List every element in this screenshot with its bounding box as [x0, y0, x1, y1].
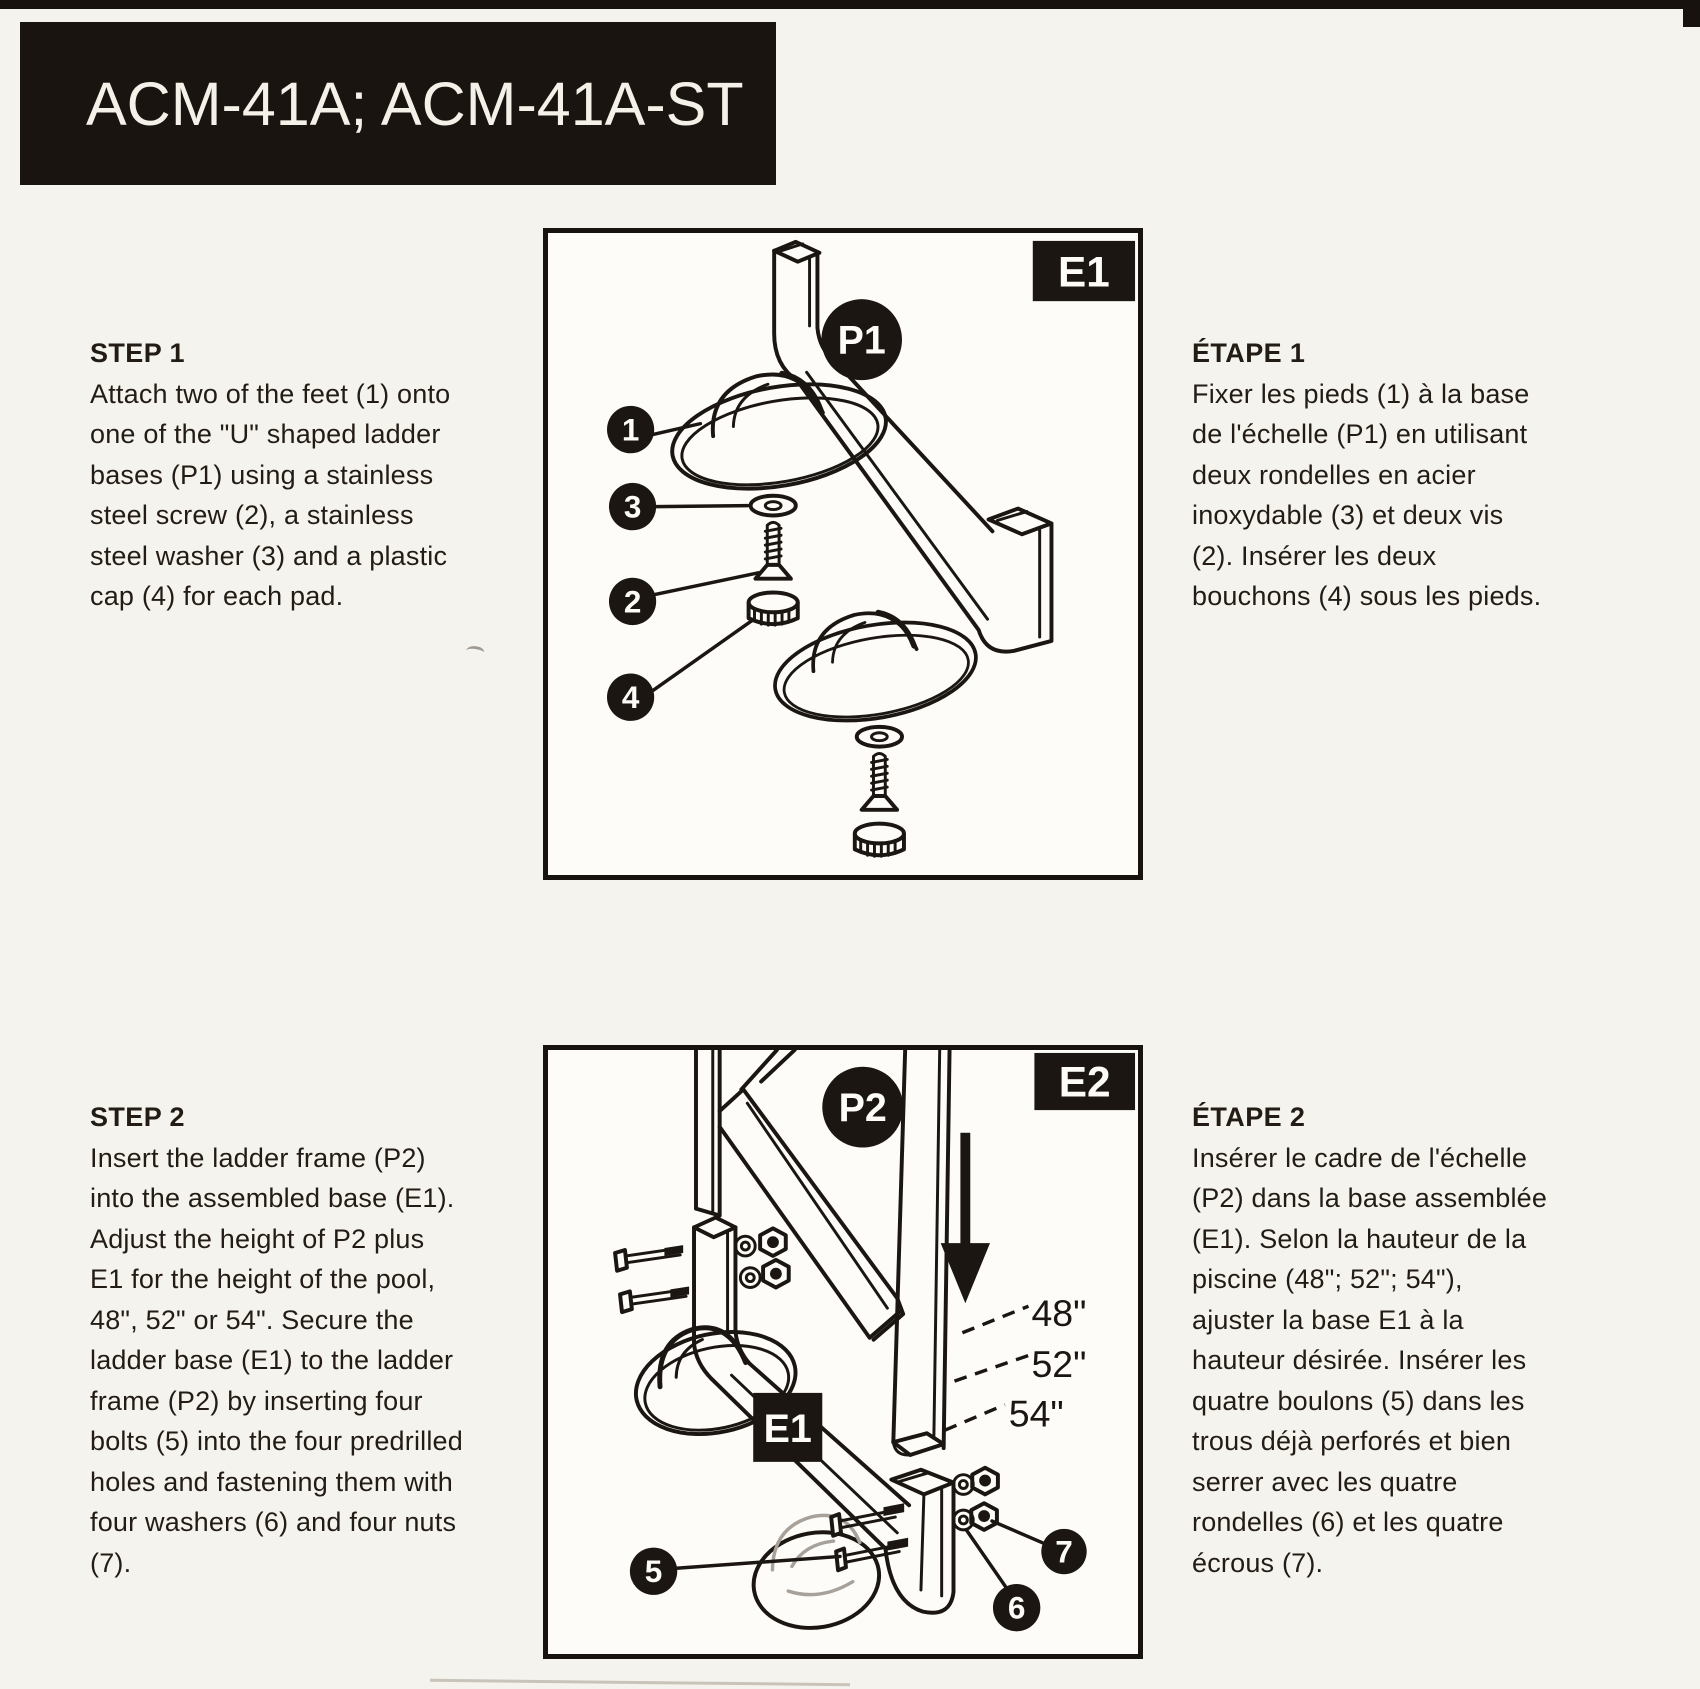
step2-line: (7).: [90, 1547, 132, 1578]
callout-3-badge: [609, 483, 656, 530]
etape2-text-block: [1192, 1097, 1652, 1583]
callout-4-badge: [607, 674, 654, 721]
callout-6-badge: [993, 1584, 1040, 1631]
etape1-text-block: [1192, 333, 1652, 617]
diagram-e2-frame: [543, 1045, 1143, 1659]
svg-text:5: 5: [644, 1553, 663, 1590]
step2-line: frame (P2) by inserting four: [90, 1385, 423, 1416]
etape2-line: (P2) dans la base assemblée: [1192, 1183, 1548, 1213]
step1-line: cap (4) for each pad.: [90, 581, 344, 611]
step2-line: Insert the ladder frame (P2): [90, 1142, 426, 1173]
step2-heading: STEP 2: [90, 1102, 185, 1132]
step1-text-block: [90, 333, 530, 617]
scan-squiggle-artifact: [465, 644, 485, 659]
ladder-base-illustration: [694, 1218, 953, 1613]
p1-part-badge: [821, 299, 902, 380]
e1-inner-tag: [753, 1393, 822, 1462]
scan-edge-artifact: [0, 0, 1700, 9]
washer-nut-illustration: [735, 1228, 788, 1287]
scan-corner-artifact: [1683, 6, 1700, 27]
etape2-line: rondelles (6) et les quatre: [1192, 1507, 1504, 1537]
etape2-line: piscine (48"; 52"; 54"),: [1192, 1264, 1463, 1294]
scan-smudge-artifact: [430, 1679, 850, 1686]
page-title: ACM-41A; ACM-41A-ST: [86, 69, 744, 138]
step2-line: holes and fastening them with: [90, 1466, 454, 1497]
step1-line: steel screw (2), a stainless: [90, 500, 414, 530]
step2-line: four washers (6) and four nuts: [90, 1507, 457, 1537]
diagram-e2-illustration: [548, 1050, 1138, 1654]
callout-leader-lines: [653, 424, 758, 691]
step2-line: 48", 52" or 54". Secure the: [90, 1304, 414, 1335]
etape1-line: deux rondelles en acier: [1192, 459, 1476, 490]
p2-part-badge: [822, 1067, 903, 1148]
height-label-52: 52": [1031, 1343, 1087, 1386]
etape2-line: quatre boulons (5) dans les: [1192, 1385, 1525, 1416]
etape1-line: Fixer les pieds (1) à la base: [1192, 378, 1530, 409]
step1-heading: STEP 1: [90, 338, 185, 368]
height-label-48: 48": [1031, 1291, 1087, 1334]
callout-1-badge: [607, 406, 654, 453]
svg-text:P2: P2: [838, 1085, 887, 1130]
etape1-line: inoxydable (3) et deux vis: [1192, 500, 1504, 530]
etape2-line: Insérer le cadre de l'échelle: [1192, 1142, 1528, 1173]
etape2-line: ajuster la base E1 à la: [1192, 1304, 1464, 1335]
etape1-line: de l'échelle (P1) en utilisant: [1192, 419, 1528, 449]
callout-2-badge: [609, 578, 656, 625]
step2-text-block: [90, 1097, 540, 1583]
washer-screw-cap-illustration: [855, 727, 904, 856]
washer-screw-cap-illustration: [749, 496, 798, 625]
etape2-line: écrous (7).: [1192, 1547, 1324, 1578]
etape1-heading: ÉTAPE 1: [1192, 338, 1306, 368]
etape1-line: (2). Insérer les deux: [1192, 540, 1437, 571]
etape2-line: trous déjà perforés et bien: [1192, 1426, 1512, 1456]
callout-5-badge: [630, 1548, 677, 1595]
bolt-illustration: [615, 1245, 689, 1312]
height-label-54: 54": [1008, 1392, 1064, 1435]
diagram-e1-frame: [543, 228, 1143, 880]
svg-text:E1: E1: [1058, 248, 1110, 296]
etape2-line: (E1). Selon la hauteur de la: [1192, 1223, 1527, 1254]
step1-line: one of the "U" shaped ladder: [90, 419, 441, 449]
u-base-tube-illustration: [774, 242, 1051, 652]
e1-corner-tag: [1033, 241, 1135, 301]
step2-line: into the assembled base (E1).: [90, 1183, 455, 1213]
svg-text:E2: E2: [1058, 1058, 1111, 1106]
svg-text:6: 6: [1007, 1589, 1026, 1626]
svg-text:4: 4: [621, 679, 640, 716]
step1-line: bases (P1) using a stainless: [90, 459, 434, 490]
svg-text:2: 2: [623, 583, 642, 620]
step2-line: E1 for the height of the pool,: [90, 1264, 436, 1294]
etape2-heading: ÉTAPE 2: [1192, 1102, 1306, 1132]
step1-line: steel washer (3) and a plastic: [90, 540, 448, 571]
e2-corner-tag: [1034, 1053, 1135, 1110]
title-bar: [20, 22, 776, 185]
svg-text:P1: P1: [837, 318, 886, 363]
step2-line: Adjust the height of P2 plus: [90, 1223, 425, 1254]
svg-text:1: 1: [621, 411, 640, 448]
etape2-line: hauteur désirée. Insérer les: [1192, 1345, 1527, 1375]
svg-text:3: 3: [623, 488, 642, 525]
svg-text:7: 7: [1055, 1533, 1073, 1570]
etape2-line: serrer avec les quatre: [1192, 1466, 1458, 1497]
callout-7-badge: [1041, 1529, 1086, 1574]
step2-line: ladder base (E1) to the ladder: [90, 1345, 454, 1375]
step1-line: Attach two of the feet (1) onto: [90, 378, 451, 409]
etape1-line: bouchons (4) sous les pieds.: [1192, 581, 1542, 611]
diagram-e1-illustration: [548, 233, 1138, 875]
svg-text:E1: E1: [763, 1407, 812, 1452]
step2-line: bolts (5) into the four predrilled: [90, 1426, 463, 1456]
